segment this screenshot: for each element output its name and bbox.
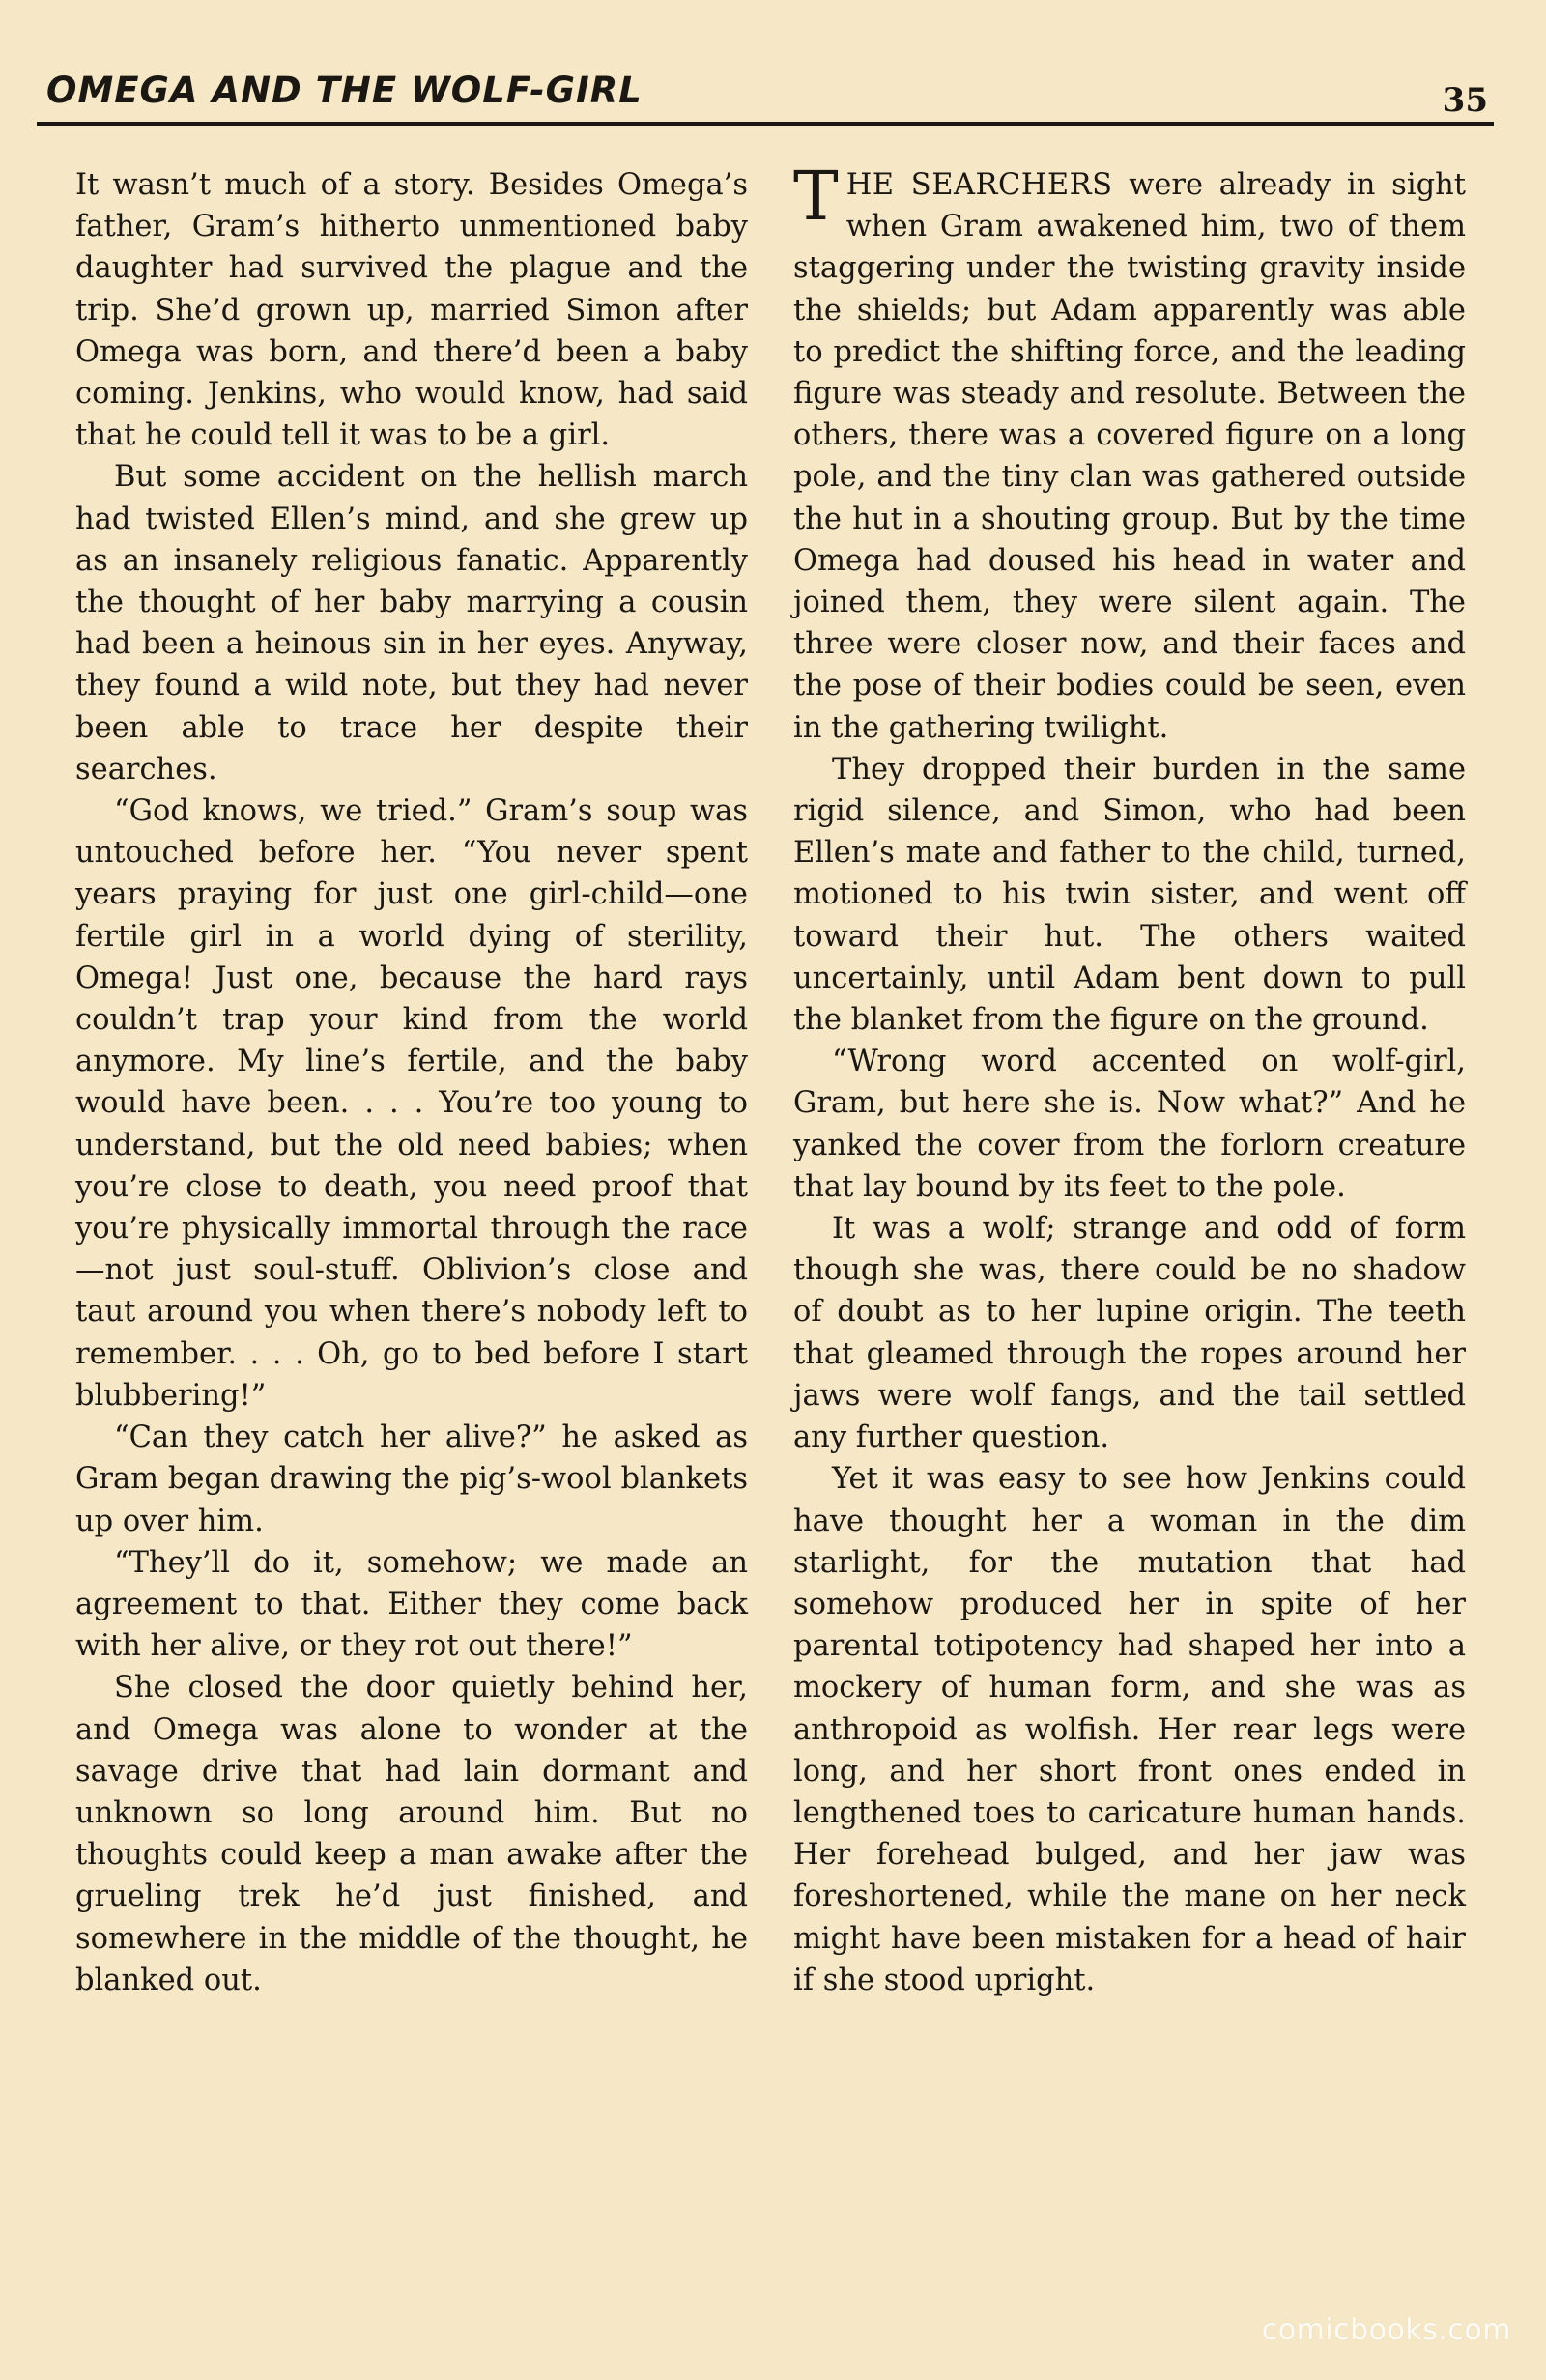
paragraph: They dropped their burden in the same rigid silence, and Simon, who had been Ellen’s mate and father to the child, turned, motioned to his twin sister, and went off toward their hut. The others waited uncertainly, until Adam bent down to pull the blanket from the figure on the ground. [793, 752, 1466, 1038]
paragraph: “God knows, we tried.” Gram’s soup was untouched before her. “You never spent years praying for just one girl-child—one fertile girl in a world dying of sterility, Omega! Just one, because the hard rays couldn’t trap your kind from the world anymore. My line’s fertile, and the baby would have been. . . . You’re too young to understand, but the old need babies; when you’re close to death, you need proof that you’re physically immortal through the race—not just soul-stuff. Oblivion’s close and taut around you when there’s nobody left to remember. . . . Oh, go to bed before I start blubbering!” [75, 794, 748, 1413]
site-watermark: comicbooks.com [1261, 2313, 1511, 2347]
right-column [793, 157, 1466, 2001]
story-title: OMEGA AND THE WOLF-GIRL [46, 70, 643, 111]
paragraph: But some accident on the hellish march had twisted Ellen’s mind, and she grew up as an insanely religious fanatic. Apparently the thought of her baby marrying a cousin had been a heinous sin in her eyes. Anyway, they found a wild note, but they had never been able to trace her despite their searches. [75, 460, 748, 787]
paragraph: She closed the door quietly behind her, and Omega was alone to wonder at the savage drive that had lain dormant and unknown so long around him. But no thoughts could keep a man awake after the grueling trek he’d just finished, and somewhere in the middle of the thought, he blanked out. [75, 1671, 748, 1997]
section-opening-paragraph [793, 157, 1466, 749]
paragraph: “Wrong word accented on wolf-girl, Gram, but here she is. Now what?” And he yanked the cover from the forlorn creature that lay bound by its feet to the pole. [793, 1045, 1466, 1204]
left-column [75, 164, 748, 2001]
paragraph: It was a wolf; strange and odd of form though she was, there could be no shadow of doubt as to her lupine origin. The teeth that gleamed through the ropes around her jaws were wolf fangs, and the tail settled any further question. [793, 1212, 1466, 1455]
drop-cap: T [793, 157, 839, 236]
paragraph: “They’ll do it, somehow; we made an agreement to that. Either they come back with her alive, or they rot out there!” [75, 1545, 748, 1664]
paragraph: “Can they catch her alive?” he asked as Gram began drawing the pig’s-wool blankets up over him. [75, 1420, 748, 1538]
lead-in-caps: HE SEARCHERS [845, 168, 1113, 202]
paragraph: It wasn’t much of a story. Besides Omega’s father, Gram’s hitherto unmentioned baby daughter had survived the plague and the trip. She’d grown up, married Simon after Omega was born, and there’d been a baby coming. Jenkins, who would know, had said that he could tell it was to be a girl. [75, 168, 748, 453]
running-header [37, 62, 1494, 126]
paragraph: Yet it was easy to see how Jenkins could have thought her a woman in the dim starlight, for the mutation that had somehow produced her in spite of her parental totipotency had shaped her into a mockery of human form, and she was as anthropoid as wolfish. Her rear legs were long, and her short front ones ended in lengthened toes to caricature human hands. Her forehead bulged, and her jaw was foreshortened, while the mane on her neck might have been mistaken for a head of hair if she stood upright. [793, 1462, 1466, 1997]
paragraph-text: were already in sight when Gram awakened him, two of them staggering under the twisting gravity inside the shields; but Adam apparently was able to predict the shifting force, and the leading figure was steady and resolute. Between the others, there was a covered figure on a long pole, and the tiny clan was gathered outside the hut in a shouting group. But by the time Omega had doused his head in water and joined them, they were silent again. The three were closer now, and their faces and the pose of their bodies could be seen, even in the gathering twilight. [793, 168, 1466, 745]
page-number: 35 [1442, 81, 1488, 120]
